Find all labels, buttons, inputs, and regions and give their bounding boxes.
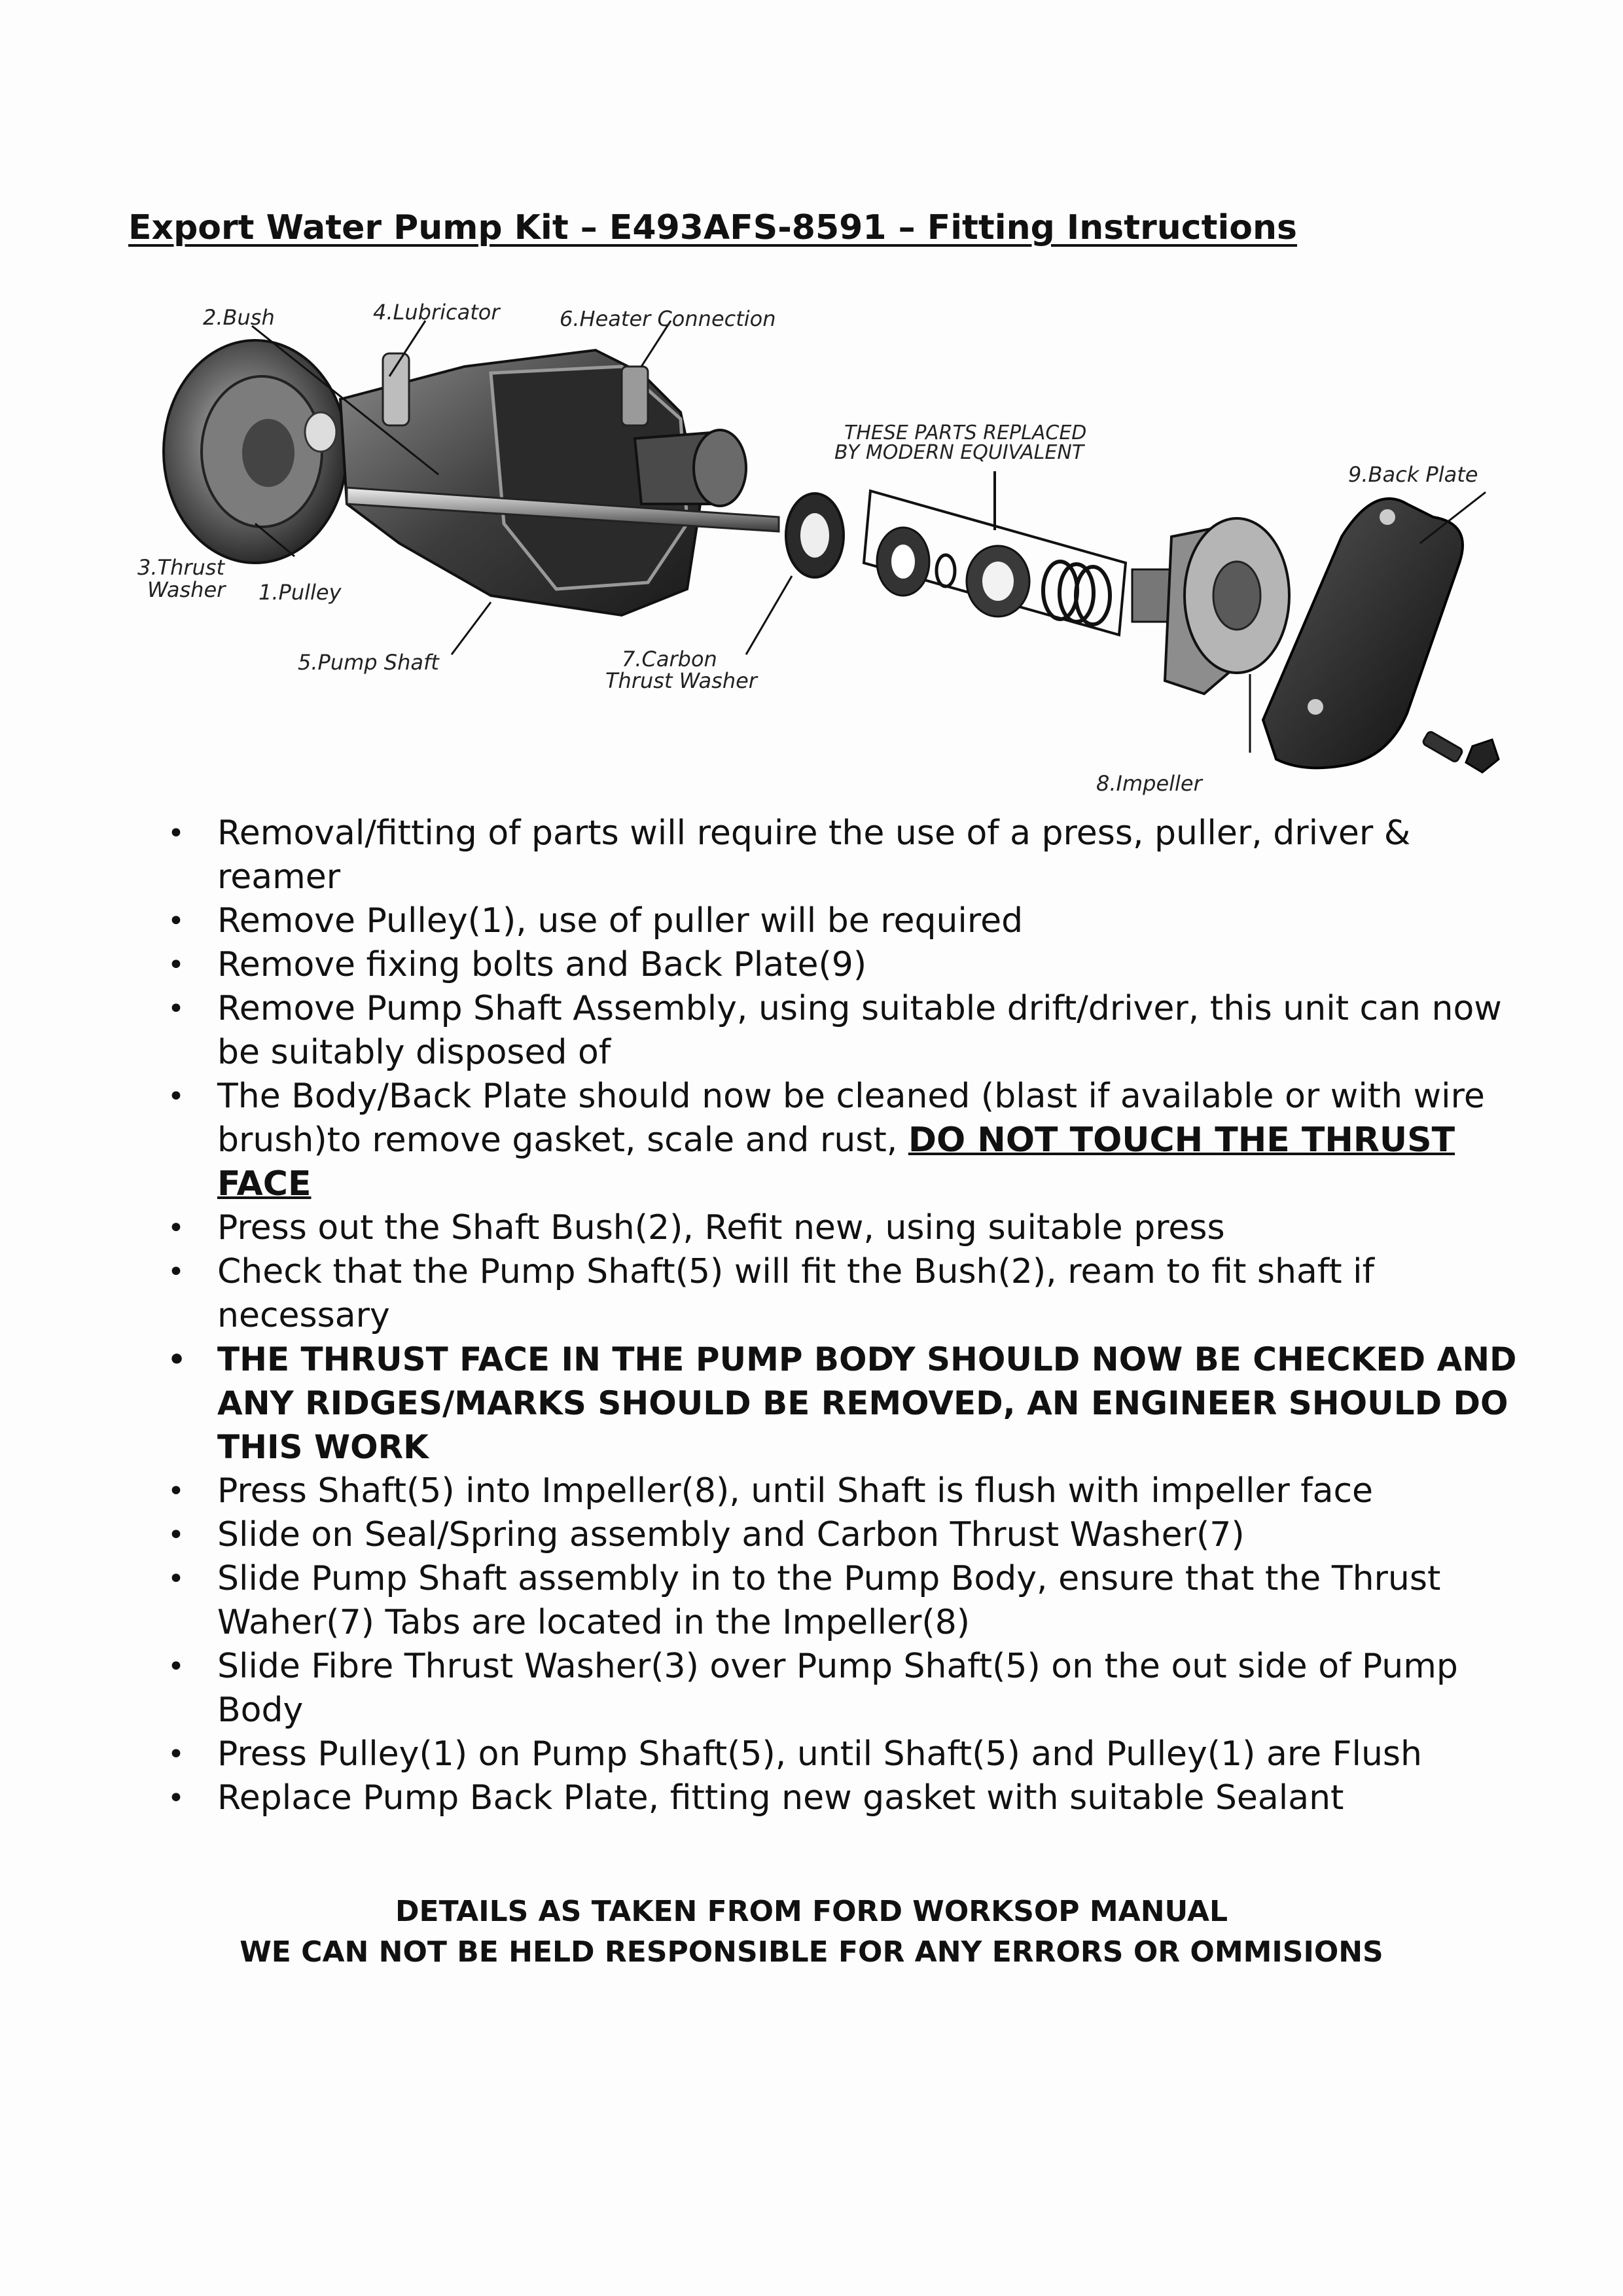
label-heater-connection: 6.Heater Connection	[560, 306, 776, 331]
footer-line-2: WE CAN NOT BE HELD RESPONSIBLE FOR ANY ERRORS OR OMMISIONS	[240, 1935, 1383, 1969]
list-item: • Remove Pulley(1), use of puller will be required	[168, 901, 1024, 941]
label-pulley: 1.Pulley	[259, 580, 342, 605]
replaced-parts-box	[864, 471, 1126, 635]
impeller-part	[1132, 518, 1289, 694]
list-item: • Remove Pump Shaft Assembly, using suitable drift/driver, this unit can now be suitably disposed of	[168, 989, 1502, 1072]
list-item: • Press out the Shaft Bush(2), Refit new, using suitable press	[168, 1208, 1225, 1247]
fixing-bolt-part	[1422, 730, 1499, 772]
list-item: • THE THRUST FACE IN THE PUMP BODY SHOULD NOW BE CHECKED AND ANY RIDGES/MARKS SHOULD BE REMOVED, AN ENGINEER SHOULD DO THIS WORK	[168, 1340, 1517, 1466]
label-back-plate: 9.Back Plate	[1348, 462, 1478, 487]
instruction-list	[164, 812, 1531, 1820]
back-plate-part	[1263, 499, 1463, 768]
label-thrust-washer-line2: Washer	[147, 577, 226, 602]
list-item: • Remove fixing bolts and Back Plate(9)	[168, 945, 867, 984]
carbon-thrust-washer-part	[786, 493, 844, 577]
list-item: • Slide on Seal/Spring assembly and Carbon Thrust Washer(7)	[168, 1515, 1245, 1554]
list-item: • Removal/fitting of parts will require the use of a press, puller, driver & reamer	[168, 814, 1411, 897]
list-item: • Slide Pump Shaft assembly in to the Pump Body, ensure that the Thrust Waher(7) Tabs are located in the Impeller(8)	[168, 1559, 1441, 1642]
label-carbon-line1: 7.Carbon	[622, 647, 717, 672]
label-carbon-line2: Thrust Washer	[605, 668, 757, 693]
label-bush: 2.Bush	[203, 305, 275, 330]
list-item: • Press Shaft(5) into Impeller(8), until Shaft is flush with impeller face	[168, 1471, 1374, 1511]
label-thrust-washer-line1: 3.Thrust	[137, 555, 225, 580]
list-item: • Check that the Pump Shaft(5) will fit the Bush(2), ream to fit shaft if necessary	[168, 1252, 1374, 1335]
pulley-part	[164, 340, 347, 563]
warning-text: DO NOT TOUCH THE THRUST FACE	[217, 1121, 1455, 1204]
list-item: • Press Pulley(1) on Pump Shaft(5), until Shaft(5) and Pulley(1) are Flush	[168, 1734, 1422, 1774]
list-item: • Replace Pump Back Plate, fitting new gasket with suitable Sealant	[168, 1778, 1344, 1818]
list-item: • The Body/Back Plate should now be cleaned (blast if available or with wire brush)to remove gasket, scale and rust, DO NOT TOUCH THE THRUST FACE	[168, 1077, 1485, 1204]
page-title: Export Water Pump Kit – E493AFS-8591 – Fitting Instructions	[128, 208, 1297, 247]
label-impeller: 8.Impeller	[1096, 771, 1202, 796]
label-pump-shaft: 5.Pump Shaft	[298, 650, 439, 675]
label-replaced-line2: BY MODERN EQUIVALENT	[834, 441, 1084, 464]
water-pump-exploded-diagram	[124, 288, 1538, 825]
pump-illustration	[124, 288, 1538, 825]
list-item: • Slide Fibre Thrust Washer(3) over Pump Shaft(5) on the out side of Pump Body	[168, 1647, 1458, 1730]
label-lubricator: 4.Lubricator	[373, 300, 500, 325]
footer-line-1: DETAILS AS TAKEN FROM FORD WORKSOP MANUAL	[395, 1895, 1228, 1928]
pump-body-part	[340, 350, 746, 615]
label-replaced-line1: THESE PARTS REPLACED	[844, 422, 1087, 444]
